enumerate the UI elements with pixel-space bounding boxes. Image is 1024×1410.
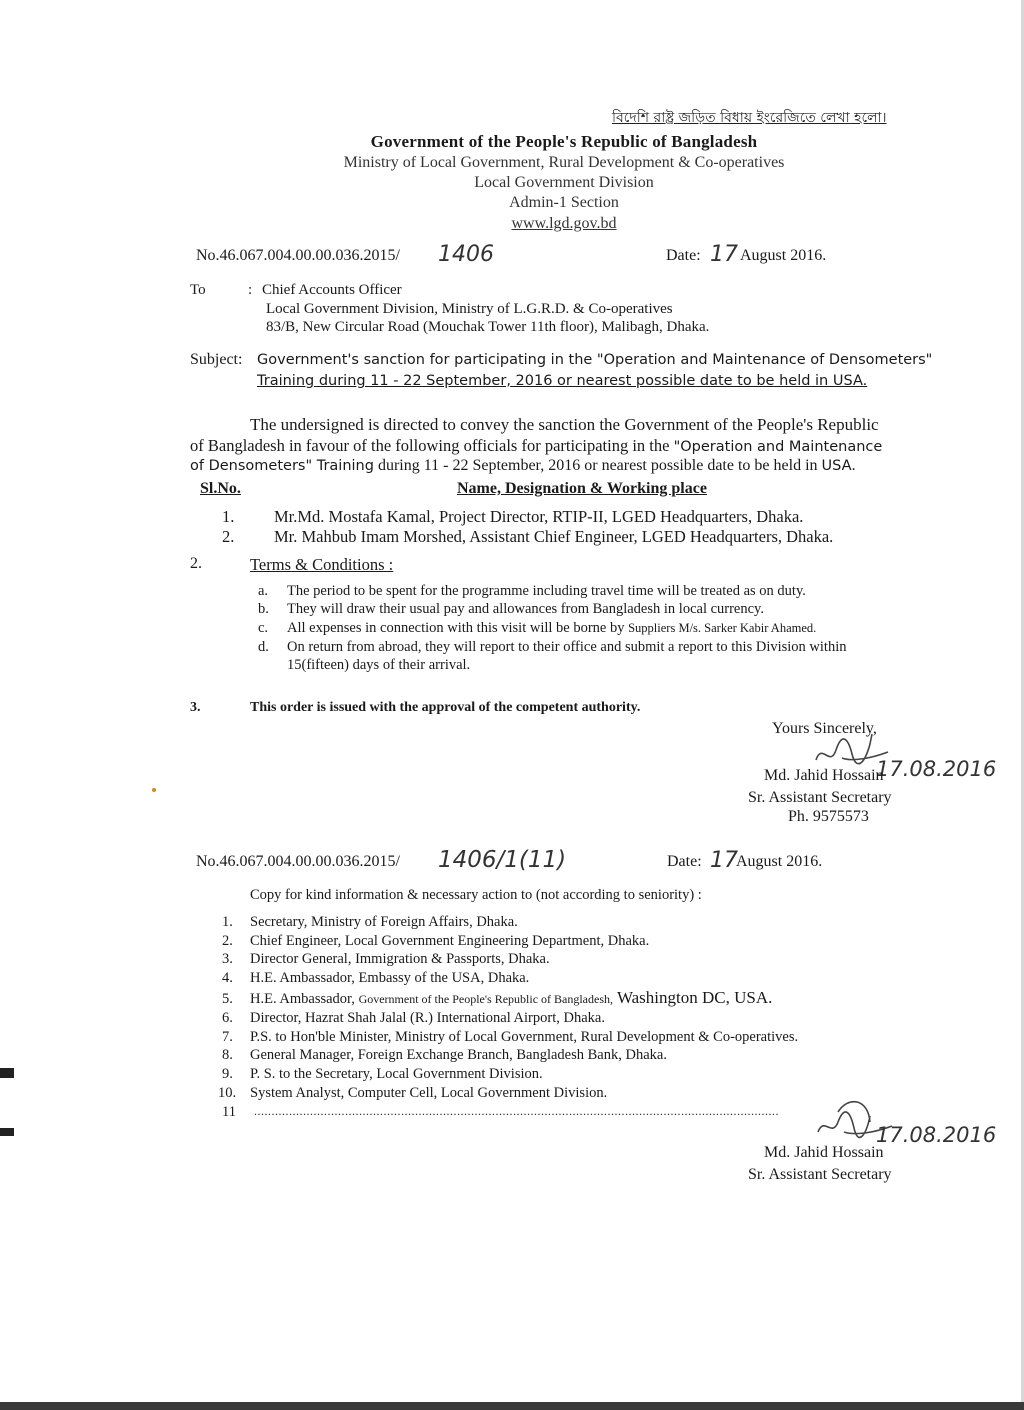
copy-date: August 2016. [736, 853, 823, 870]
signatory-title: Sr. Assistant Secretary [748, 1166, 892, 1183]
copy-date-label: Date: [667, 853, 702, 870]
scan-mark [0, 1128, 14, 1136]
handwritten-copy-date-day: 17 [710, 848, 738, 873]
website-link[interactable]: www.lgd.gov.bd [511, 215, 617, 232]
body-line-2 [190, 436, 882, 456]
copy-item-number: 6. [222, 1010, 233, 1026]
copy-item-number: 8. [222, 1047, 233, 1063]
signatory-name: Md. Jahid Hossain [764, 1144, 884, 1161]
official-entry: Mr. Mahbub Imam Morshed, Assistant Chief Engineer, LGED Headquarters, Dhaka. [274, 527, 834, 546]
copy-memo-number: No.46.067.004.00.00.036.2015/ [196, 853, 400, 870]
bangla-note: বিদেশি রাষ্ট্র জড়িত বিধায় ইংরেজিতে লেখা হলো। [612, 110, 887, 126]
recipient-address: 83/B, New Circular Road (Mouchak Tower 11th floor), Malibagh, Dhaka. [266, 319, 710, 335]
copy-item: P. S. to the Secretary, Local Government Division. [250, 1066, 543, 1082]
term-letter: a. [258, 583, 269, 599]
scan-edge-bottom [0, 1402, 1024, 1410]
body-line-3b: during 11 - 22 September, 2016 or nearest possible date to be held in [373, 457, 822, 474]
body-line-1: The undersigned is directed to convey the sanction the Government of the People's Republic [250, 415, 879, 434]
scan-dot [152, 788, 156, 792]
copy-item-blank: ...................................................................................................................................................... [254, 1104, 779, 1118]
scan-mark [0, 1068, 14, 1078]
handwritten-signature-date: 17.08.2016 [876, 757, 997, 781]
copy-item-number: 7. [222, 1029, 233, 1045]
order-number: 3. [190, 700, 201, 715]
handwritten-date-day: 17 [710, 242, 738, 267]
subject-line-1: Government's sanction for participating in the "Operation and Maintenance of Densometers" [257, 352, 933, 368]
body-line-3c: USA. [821, 458, 856, 474]
copy-item-large: Washington DC, USA. [613, 988, 773, 1007]
terms-number: 2. [190, 555, 202, 572]
copy-item-number: 5. [222, 991, 233, 1007]
term-letter: b. [258, 601, 269, 617]
copy-item: H.E. Ambassador, Embassy of the USA, Dhaka. [250, 970, 530, 986]
signatory-title: Sr. Assistant Secretary [748, 789, 892, 806]
recipient-division: Local Government Division, Ministry of L.G.R.D. & Co-operatives [266, 301, 673, 317]
column-header-name: Name, Designation & Working place [457, 480, 707, 497]
copy-item-number: 10. [218, 1085, 237, 1101]
memo-date-label: Date: [666, 247, 701, 264]
division-name: Local Government Division [474, 174, 654, 191]
to-label: To [190, 282, 206, 298]
body-line-3a: of Densometers" Training [190, 458, 374, 474]
body-line-2a: of Bangladesh in favour of the following officials for participating in the [190, 436, 674, 455]
handwritten-signature-date: 17.08.2016 [876, 1123, 997, 1147]
term-text-main: All expenses in connection with this visit will be borne by [287, 620, 629, 636]
copy-item-small: Government of the People's Republic of Bangladesh, [358, 992, 613, 1006]
government-title: Government of the People's Republic of Bangladesh [370, 132, 758, 151]
terms-title: Terms & Conditions : [250, 555, 394, 574]
ministry-name: Ministry of Local Government, Rural Development & Co-operatives [343, 154, 785, 171]
handwritten-memo-number: 1406 [438, 242, 494, 267]
official-number: 1. [222, 507, 235, 526]
order-text: This order is issued with the approval of the competent authority. [250, 700, 641, 715]
term-text: The period to be spent for the programme including travel time will be treated as on duty. [287, 583, 806, 599]
body-line-2b: "Operation and Maintenance [673, 439, 883, 455]
copy-intro: Copy for kind information & necessary action to (not according to seniority) : [250, 887, 702, 903]
copy-item-number: 2. [222, 933, 233, 949]
official-entry: Mr.Md. Mostafa Kamal, Project Director, RTIP-II, LGED Headquarters, Dhaka. [274, 507, 804, 526]
term-text: On return from abroad, they will report to their office and submit a report to this Division within [287, 639, 847, 655]
copy-item-number: 1. [222, 914, 233, 930]
subject-label: Subject: [190, 351, 243, 368]
body-line-3 [190, 457, 856, 475]
subject-line-2: Training during 11 - 22 September, 2016 or nearest possible date to be held in USA. [257, 373, 868, 389]
closing-salutation: Yours Sincerely, [772, 720, 877, 737]
copy-item-number: 9. [222, 1066, 233, 1082]
term-text: They will draw their usual pay and allowances from Bangladesh in local currency. [287, 601, 764, 617]
term-letter: c. [258, 620, 269, 636]
copy-item: Secretary, Ministry of Foreign Affairs, Dhaka. [250, 914, 518, 930]
term-letter: d. [258, 639, 269, 655]
section-name: Admin-1 Section [509, 194, 619, 211]
copy-item: P.S. to Hon'ble Minister, Ministry of Local Government, Rural Development & Co-operatives. [250, 1029, 799, 1045]
term-text [287, 620, 816, 637]
copy-item: Director, Hazrat Shah Jalal (R.) International Airport, Dhaka. [250, 1010, 605, 1026]
copy-item: General Manager, Foreign Exchange Branch, Bangladesh Bank, Dhaka. [250, 1047, 667, 1063]
official-number: 2. [222, 527, 235, 546]
signatory-phone: Ph. 9575573 [788, 808, 869, 825]
handwritten-copy-memo-number: 1406/1(11) [438, 847, 567, 873]
copy-item: Director General, Immigration & Passports, Dhaka. [250, 951, 550, 967]
column-header-slno: Sl.No. [200, 480, 241, 497]
to-separator: : [248, 282, 253, 298]
memo-number: No.46.067.004.00.00.036.2015/ [196, 247, 400, 264]
copy-item: System Analyst, Computer Cell, Local Government Division. [250, 1085, 608, 1101]
recipient-title: Chief Accounts Officer [262, 282, 402, 298]
copy-item [250, 988, 772, 1008]
term-text-continued: 15(fifteen) days of their arrival. [287, 657, 471, 673]
memo-date: August 2016. [740, 247, 827, 264]
signatory-name: Md. Jahid Hossain [764, 767, 884, 784]
copy-item: Chief Engineer, Local Government Engineering Department, Dhaka. [250, 933, 650, 949]
copy-item-number: 4. [222, 970, 233, 986]
copy-item-number: 3. [222, 951, 233, 967]
copy-item-text: H.E. Ambassador, [250, 991, 359, 1007]
copy-item-number: 11 [222, 1104, 236, 1120]
term-text-supplier: Suppliers M/s. Sarker Kabir Ahamed. [628, 621, 817, 635]
